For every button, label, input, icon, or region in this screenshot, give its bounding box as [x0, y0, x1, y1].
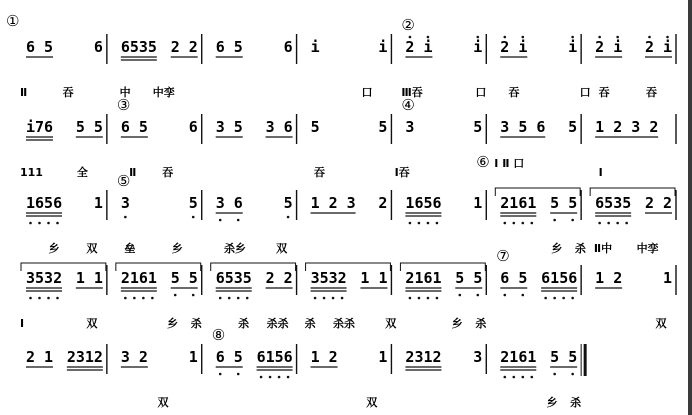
score-row — [26, 172, 676, 255]
measure — [216, 190, 297, 221]
octave-dot — [219, 373, 222, 376]
note-group: 1 2 3 2 — [595, 118, 659, 136]
octave-dot — [553, 297, 556, 300]
technique-mark: 111 — [20, 166, 43, 179]
octave-dot — [562, 297, 565, 300]
octave-dot — [142, 297, 145, 300]
note-group: i — [568, 38, 578, 56]
octave-dot — [648, 36, 651, 39]
octave-dot — [530, 376, 533, 379]
octave-dot — [133, 297, 136, 300]
technique-mark: 中 — [119, 86, 131, 99]
measure — [121, 344, 202, 374]
measure — [311, 344, 392, 374]
note-group: 5 — [473, 118, 483, 136]
note-group: 5 — [568, 118, 578, 136]
note-group: 3 6 — [215, 194, 243, 212]
measure — [26, 344, 107, 374]
octave-dot — [625, 222, 628, 225]
note-group: 5 5 — [170, 269, 198, 287]
note-group: 3 2 — [120, 348, 148, 366]
octave-dot — [616, 222, 619, 225]
octave-dot — [246, 297, 249, 300]
note-group: 1656 — [405, 194, 442, 212]
octave-dot — [29, 297, 32, 300]
octave-dot — [476, 294, 479, 297]
measure — [216, 34, 297, 64]
note-group: 1 1 — [360, 269, 388, 287]
section-marker: ① — [6, 12, 20, 30]
score-row — [6, 12, 676, 99]
note-group: 5 — [310, 118, 320, 136]
note-group: 6 5 — [215, 38, 243, 56]
measure — [117, 172, 202, 220]
technique-mark: 乡 — [171, 242, 183, 255]
technique-mark: 杀 — [574, 242, 586, 255]
note-group: 5 — [188, 194, 198, 212]
section-marker: ⑥ — [476, 153, 490, 171]
note-group: 1 — [93, 194, 103, 212]
technique-mark: Ⅱ中 — [593, 242, 613, 255]
octave-dot — [409, 36, 412, 39]
technique-mark: 吞 — [646, 86, 658, 99]
octave-dot — [544, 297, 547, 300]
octave-dot — [228, 297, 231, 300]
octave-dot — [47, 222, 50, 225]
octave-dot — [323, 297, 326, 300]
note-group: 3 — [473, 348, 483, 366]
octave-dot — [29, 222, 32, 225]
note-group: 2 i — [595, 38, 623, 56]
technique-mark: 乡 — [167, 317, 179, 330]
technique-mark: 杀 — [475, 317, 487, 330]
octave-dot — [174, 294, 177, 297]
note-group: 1 1 — [75, 269, 103, 287]
score-row — [20, 96, 676, 179]
measure — [590, 188, 676, 224]
octave-dot — [418, 297, 421, 300]
note-group: 2312 — [66, 348, 103, 366]
octave-dot — [409, 222, 412, 225]
section-marker: ③ — [116, 96, 131, 114]
note-group: 1 2 3 — [310, 194, 356, 212]
measure — [595, 114, 676, 144]
note-group: 5 5 — [550, 348, 578, 366]
measure — [400, 263, 486, 299]
measure — [500, 114, 581, 144]
technique-mark: 杀 — [570, 396, 582, 409]
section-marker: ⑧ — [211, 326, 226, 344]
note-group: 3 5 — [215, 118, 243, 136]
technique-mark: 中孪 — [636, 242, 659, 255]
measure — [500, 344, 585, 378]
technique-mark: 口 — [475, 86, 487, 99]
note-group: 6535 — [595, 194, 632, 212]
octave-dot — [521, 36, 524, 39]
octave-dot — [607, 222, 610, 225]
technique-mark: 口 — [361, 86, 373, 99]
octave-dot — [571, 297, 574, 300]
note-group: 5 5 — [455, 269, 483, 287]
octave-dot — [521, 376, 524, 379]
measure — [595, 265, 676, 295]
octave-dot — [503, 222, 506, 225]
section-marker: ⑦ — [496, 247, 510, 265]
note-group: 2161 — [500, 194, 537, 212]
octave-dot — [458, 294, 461, 297]
octave-dot — [332, 297, 335, 300]
note-group: 6 5 — [26, 38, 54, 56]
octave-dot — [521, 294, 524, 297]
measure — [26, 114, 107, 144]
technique-mark: 双 — [276, 242, 288, 255]
octave-dot — [521, 222, 524, 225]
octave-dot — [278, 376, 281, 379]
note-group: i — [473, 38, 483, 56]
octave-dot — [124, 216, 127, 219]
measure — [21, 263, 107, 299]
octave-dot — [287, 216, 290, 219]
note-group: 3 — [120, 194, 130, 212]
technique-mark: 吞 — [162, 166, 174, 179]
measure — [401, 16, 486, 64]
note-group: 3532 — [310, 269, 347, 287]
technique-mark: 双 — [366, 396, 378, 409]
note-group: 6 — [188, 118, 198, 136]
measure — [595, 34, 676, 64]
octave-dot — [512, 222, 515, 225]
note-group: 6 — [283, 38, 293, 56]
measure — [212, 326, 297, 378]
note-group: 2 2 — [645, 194, 673, 212]
note-group: 2 i — [405, 38, 433, 56]
note-group: 1 2 — [595, 269, 623, 287]
octave-dot — [269, 376, 272, 379]
technique-mark: 口 — [579, 86, 591, 99]
technique-mark: 杀杀 — [266, 317, 289, 330]
note-group: i — [310, 38, 320, 56]
octave-dot — [666, 36, 669, 39]
octave-dot — [192, 216, 195, 219]
measure — [401, 96, 486, 144]
note-group: 2 1 — [26, 348, 54, 366]
technique-mark: 吞 — [508, 86, 520, 99]
technique-mark: Ⅲ吞 — [401, 86, 423, 99]
technique-mark: 双 — [655, 317, 667, 330]
note-group: 2 2 — [170, 38, 198, 56]
octave-dot — [151, 297, 154, 300]
measure — [121, 34, 202, 64]
page-edge — [688, 0, 692, 415]
note-group: 2 i — [645, 38, 673, 56]
note-group: 5 5 — [550, 194, 578, 212]
octave-dot — [418, 222, 421, 225]
measure — [306, 263, 392, 299]
octave-dot — [598, 36, 601, 39]
octave-dot — [476, 36, 479, 39]
octave-dot — [553, 373, 556, 376]
note-group: 5 — [378, 118, 388, 136]
octave-dot — [571, 219, 574, 222]
technique-mark: Ⅰ吞 — [394, 166, 410, 179]
octave-dot — [56, 297, 59, 300]
octave-dot — [38, 297, 41, 300]
measure — [26, 34, 107, 64]
note-group: 2161 — [500, 348, 537, 366]
note-group: i76 — [26, 118, 54, 136]
note-group: 2161 — [405, 269, 442, 287]
octave-dot — [616, 36, 619, 39]
score-row — [26, 326, 585, 409]
note-group: 2 — [378, 194, 388, 212]
technique-mark: 双 — [86, 317, 98, 330]
measure — [211, 263, 297, 299]
octave-dot — [237, 219, 240, 222]
note-group: 6 5 — [215, 348, 243, 366]
technique-mark: 吞 — [62, 86, 74, 99]
note-group: 1 — [188, 348, 198, 366]
octave-dot — [341, 297, 344, 300]
note-group: 6 5 — [120, 118, 148, 136]
technique-mark: 乡 — [551, 242, 563, 255]
note-group: 3 5 6 — [500, 118, 546, 136]
note-group: 2161 — [120, 269, 157, 287]
technique-mark: 双 — [86, 242, 98, 255]
octave-dot — [436, 222, 439, 225]
octave-dot — [503, 376, 506, 379]
octave-dot — [512, 376, 515, 379]
note-group: 5 5 — [75, 118, 103, 136]
note-group: 1 2 — [310, 348, 338, 366]
section-marker: ⑤ — [116, 172, 131, 190]
octave-dot — [427, 36, 430, 39]
technique-mark: Ⅱ — [20, 86, 28, 99]
score-row — [20, 247, 676, 330]
octave-dot — [56, 222, 59, 225]
technique-mark: Ⅰ Ⅱ 口 — [494, 157, 525, 170]
note-group: 6156 — [541, 269, 578, 287]
note-group: 2312 — [405, 348, 442, 366]
octave-dot — [503, 294, 506, 297]
measure — [500, 34, 581, 64]
measure — [405, 190, 486, 224]
note-group: 3 6 — [265, 118, 293, 136]
octave-dot — [287, 376, 290, 379]
technique-mark: 乡 — [48, 242, 60, 255]
technique-mark: 中孪 — [152, 86, 175, 99]
note-group: 5 — [283, 194, 293, 212]
octave-dot — [38, 222, 41, 225]
note-group: 6535 — [215, 269, 252, 287]
note-group: 1656 — [26, 194, 63, 212]
note-group: 1 — [378, 348, 388, 366]
measure — [311, 190, 392, 220]
technique-mark: 杀乡 — [223, 242, 246, 255]
octave-dot — [314, 297, 317, 300]
note-group: 2 i — [500, 38, 528, 56]
octave-dot — [237, 297, 240, 300]
measure — [311, 114, 392, 144]
note-group: 6 5 — [500, 269, 528, 287]
technique-mark: 全 — [76, 166, 88, 179]
technique-mark: 垒 — [124, 242, 136, 255]
measure — [495, 188, 581, 224]
octave-dot — [124, 297, 127, 300]
measure — [311, 34, 392, 64]
note-group: 3532 — [26, 269, 63, 287]
octave-dot — [219, 219, 222, 222]
octave-dot — [598, 222, 601, 225]
note-group: 2 2 — [265, 269, 293, 287]
octave-dot — [436, 297, 439, 300]
octave-dot — [192, 294, 195, 297]
octave-dot — [427, 222, 430, 225]
note-group: 1 — [663, 269, 673, 287]
section-marker: ② — [401, 16, 415, 34]
measure — [117, 96, 202, 144]
octave-dot — [409, 297, 412, 300]
measure — [405, 344, 486, 374]
measure — [216, 114, 297, 144]
technique-mark: Ⅱ — [129, 166, 137, 179]
technique-mark: 乡 — [451, 317, 463, 330]
technique-mark: Ⅰ — [20, 317, 25, 330]
note-group: 6156 — [256, 348, 293, 366]
note-group: i — [378, 38, 388, 56]
technique-mark: 双 — [157, 396, 169, 409]
technique-mark: 吞 — [314, 166, 326, 179]
technique-mark: 乡 — [546, 396, 558, 409]
note-group: 6535 — [120, 38, 157, 56]
octave-dot — [530, 222, 533, 225]
octave-dot — [47, 297, 50, 300]
measure — [496, 247, 581, 299]
technique-mark: 杀 — [304, 317, 316, 330]
technique-mark: 杀 — [238, 317, 250, 330]
octave-dot — [571, 373, 574, 376]
measure — [26, 190, 107, 224]
note-group: 1 — [473, 194, 483, 212]
measure — [116, 263, 202, 299]
octave-dot — [237, 373, 240, 376]
octave-dot — [427, 297, 430, 300]
note-group: 3 — [405, 118, 415, 136]
octave-dot — [553, 219, 556, 222]
octave-dot — [503, 36, 506, 39]
octave-dot — [260, 376, 263, 379]
note-group: 6 — [93, 38, 103, 56]
octave-dot — [219, 297, 222, 300]
technique-mark: 杀杀 — [333, 317, 356, 330]
octave-dot — [571, 36, 574, 39]
section-marker: ④ — [401, 96, 415, 114]
technique-mark: 吞 — [598, 86, 610, 99]
technique-mark: Ⅰ — [598, 166, 603, 179]
technique-mark: 双 — [385, 317, 397, 330]
technique-mark: 杀 — [190, 317, 202, 330]
